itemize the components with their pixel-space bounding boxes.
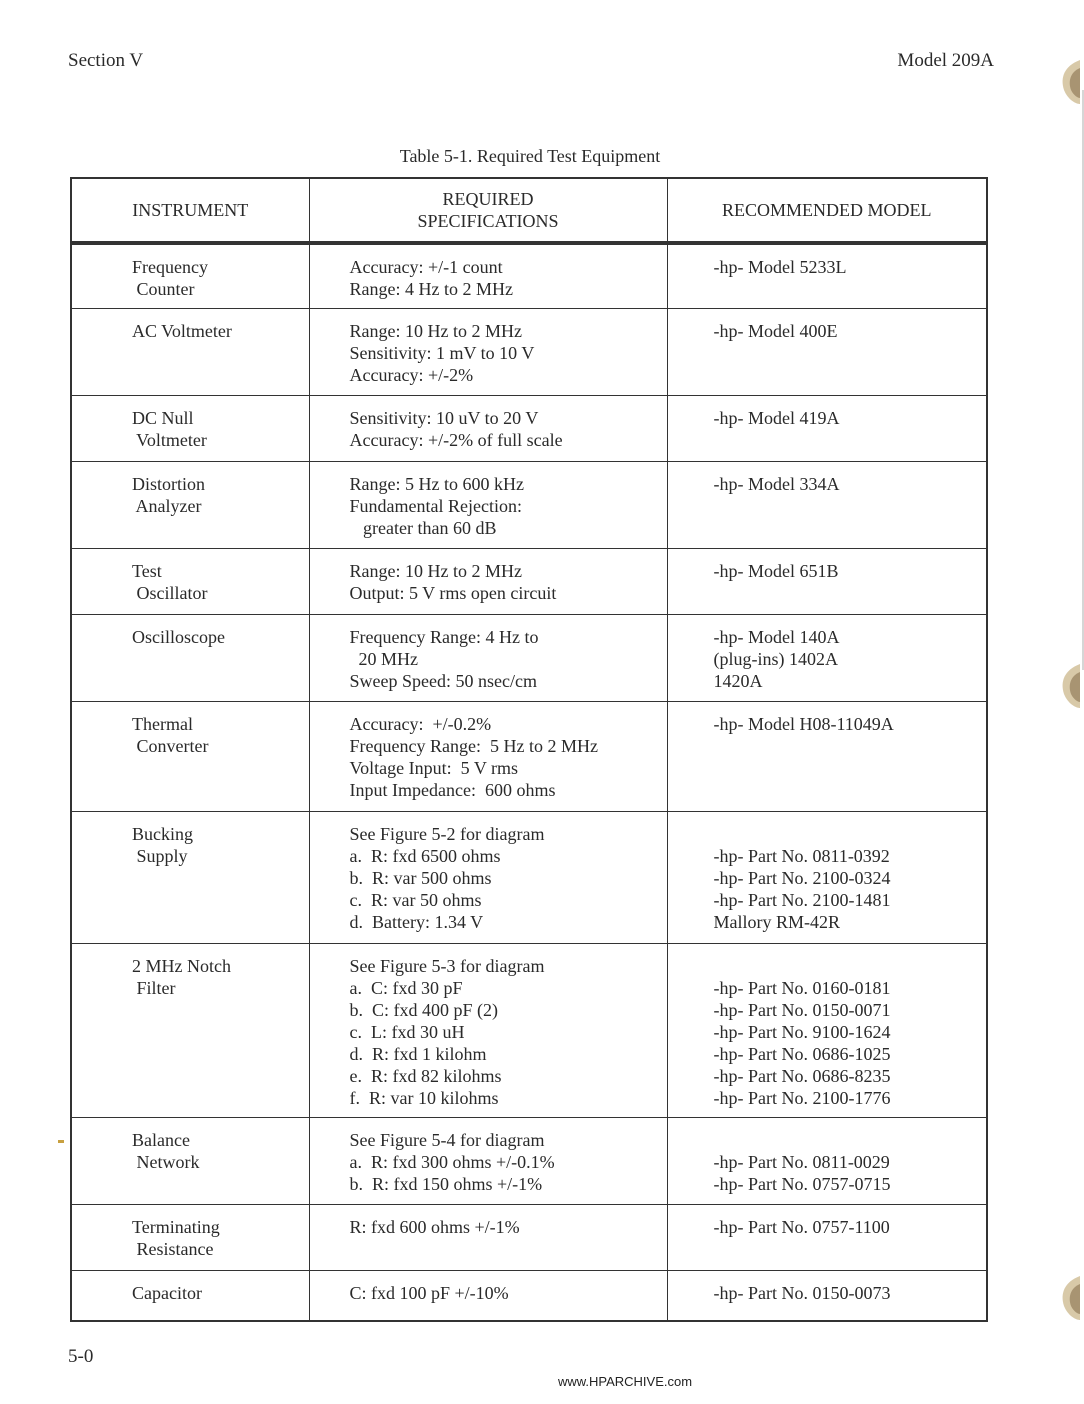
model-cell-line: -hp- Part No. 2100-1481 [713,890,891,910]
instrument-cell-line: Network [132,1152,200,1172]
specifications-cell-line: See Figure 5-4 for diagram [349,1130,545,1150]
specifications-cell-line: Input Impedance: 600 ohms [349,780,556,800]
model-cell [667,309,987,396]
instrument-cell [71,549,309,615]
model-cell-line: -hp- Model 140A [713,627,840,647]
specifications-cell-line: b. R: var 500 ohms [349,868,492,888]
table-row [71,944,987,1118]
specifications-cell-line: See Figure 5-2 for diagram [349,824,545,844]
instrument-cell [71,396,309,462]
specifications-cell [309,812,667,944]
page-number: 5-0 [68,1346,94,1367]
specifications-cell-line: b. R: fxd 150 ohms +/-1% [349,1174,543,1194]
table-body [71,243,987,1321]
model-cell [667,243,987,309]
scan-mark [58,1140,64,1143]
instrument-cell-line: Capacitor [132,1283,202,1303]
table-row [71,1205,987,1271]
archive-url: www.HPARCHIVE.com [557,1374,693,1389]
column-header-specifications [309,178,667,243]
specifications-cell-line: a. R: fxd 6500 ohms [349,846,501,866]
instrument-cell-line: Supply [132,846,188,866]
specifications-cell [309,1118,667,1205]
model-cell-line: -hp- Model 334A [713,474,840,494]
specifications-cell-line: Accuracy: +/-1 count [349,257,503,277]
specifications-cell-line: Sensitivity: 10 uV to 20 V [349,408,539,428]
specifications-cell [309,549,667,615]
instrument-cell-line: Thermal [132,714,193,734]
model-cell-line [714,1129,981,1151]
specifications-cell-line: d. R: fxd 1 kilohm [349,1044,487,1064]
specifications-cell-line: e. R: fxd 82 kilohms [349,1066,502,1086]
specifications-cell-line: f. R: var 10 kilohms [349,1088,499,1108]
table-row [71,396,987,462]
model-cell-line: -hp- Model 5233L [713,257,847,277]
specifications-cell-line: Range: 10 Hz to 2 MHz [349,561,522,581]
model-cell-line: -hp- Part No. 0757-1100 [713,1217,890,1237]
specifications-cell-line: 20 MHz [349,649,418,669]
binder-hole-middle-icon [1056,664,1080,708]
instrument-cell [71,243,309,309]
model-cell [667,396,987,462]
model-cell-line: Mallory RM-42R [713,912,841,932]
instrument-cell-line: Voltmeter [132,430,207,450]
model-cell [667,944,987,1118]
specifications-cell-line: Sensitivity: 1 mV to 10 V [349,343,535,363]
binder-hole-bottom-icon [1056,1276,1080,1320]
instrument-cell [71,812,309,944]
specifications-cell-line: c. L: fxd 30 uH [349,1022,465,1042]
specifications-cell-line: Range: 4 Hz to 2 MHz [349,279,513,299]
instrument-cell-line: Frequency [132,257,208,277]
specifications-cell-line: Range: 10 Hz to 2 MHz [349,321,522,341]
specifications-cell-line: c. R: var 50 ohms [349,890,482,910]
model-label: Model 209A [897,50,994,71]
model-cell [667,462,987,549]
model-cell-line: -hp- Part No. 0686-8235 [713,1066,891,1086]
table-row [71,615,987,702]
model-cell [667,812,987,944]
instrument-cell [71,702,309,812]
table-row [71,549,987,615]
model-cell-line: -hp- Part No. 0811-0392 [713,846,890,866]
instrument-cell [71,944,309,1118]
specifications-cell [309,396,667,462]
specifications-cell-line: Range: 5 Hz to 600 kHz [349,474,524,494]
instrument-cell-line: Test [132,561,162,581]
instrument-cell [71,309,309,396]
model-cell-line: -hp- Part No. 0160-0181 [713,978,891,998]
specifications-cell-line: Fundamental Rejection: [349,496,522,516]
specifications-cell [309,1205,667,1271]
instrument-cell [71,1205,309,1271]
specifications-cell-line: Sweep Speed: 50 nsec/cm [349,671,537,691]
table-row [71,812,987,944]
model-cell-line: -hp- Model 400E [713,321,838,341]
table-caption: Table 5-1. Required Test Equipment [399,146,661,166]
model-cell-line: -hp- Model 651B [713,561,839,581]
model-cell [667,702,987,812]
specifications-cell-line: R: fxd 600 ohms +/-1% [349,1217,520,1237]
model-cell-line: 1420A [713,671,763,691]
specifications-cell [309,615,667,702]
specifications-cell-line: Voltage Input: 5 V rms [349,758,519,778]
column-header-model: RECOMMENDED MODEL [667,178,987,243]
instrument-cell [71,462,309,549]
binder-hole-top-icon [1056,60,1080,104]
column-header-instrument: INSTRUMENT [71,178,309,243]
model-cell-line: -hp- Model 419A [713,408,840,428]
section-label: Section V [68,50,144,71]
instrument-cell-line: Counter [132,279,195,299]
table-row [71,462,987,549]
model-cell-line: -hp- Model H08-11049A [713,714,894,734]
table-header-row [71,178,987,243]
instrument-cell-line: AC Voltmeter [132,321,232,341]
instrument-cell-line: Analyzer [132,496,202,516]
specifications-cell [309,309,667,396]
model-cell [667,1118,987,1205]
model-cell-line: -hp- Part No. 2100-1776 [713,1088,891,1108]
instrument-cell-line: Bucking [132,824,193,844]
instrument-cell-line: Oscillator [132,583,208,603]
test-equipment-table [70,177,988,1322]
model-cell-line: -hp- Part No. 0757-0715 [713,1174,891,1194]
specifications-cell-line: d. Battery: 1.34 V [349,912,484,932]
specifications-cell-line: Accuracy: +/-0.2% [349,714,492,734]
table-row [71,309,987,396]
table-row [71,243,987,309]
model-cell-line: -hp- Part No. 0150-0073 [713,1283,891,1303]
specifications-cell-line: greater than 60 dB [349,518,497,538]
model-cell-line [714,955,981,977]
column-header-specifications-text: REQUIRED SPECIFICATIONS [417,189,559,231]
model-cell [667,615,987,702]
model-cell-line: -hp- Part No. 0150-0071 [713,1000,891,1020]
instrument-cell-line: Resistance [132,1239,214,1259]
specifications-cell-line: Accuracy: +/-2% [349,365,474,385]
instrument-cell [71,615,309,702]
model-cell-line [714,823,981,845]
instrument-cell-line: Distortion [132,474,206,494]
model-cell-line: -hp- Part No. 0811-0029 [713,1152,890,1172]
specifications-cell-line: C: fxd 100 pF +/-10% [349,1283,509,1303]
specifications-cell-line: b. C: fxd 400 pF (2) [349,1000,498,1020]
specifications-cell [309,944,667,1118]
instrument-cell-line: Balance [132,1130,190,1150]
instrument-cell-line: Terminating [132,1217,220,1237]
model-cell [667,1271,987,1321]
instrument-cell-line: Converter [132,736,209,756]
specifications-cell-line: Accuracy: +/-2% of full scale [349,430,563,450]
table-row [71,702,987,812]
table-row [71,1271,987,1321]
instrument-cell-line: Oscilloscope [132,627,225,647]
specifications-cell-line: Frequency Range: 5 Hz to 2 MHz [349,736,598,756]
specifications-cell [309,243,667,309]
specifications-cell [309,1271,667,1321]
model-cell-line: -hp- Part No. 0686-1025 [713,1044,891,1064]
model-cell-line: -hp- Part No. 2100-0324 [713,868,891,888]
specifications-cell-line: Output: 5 V rms open circuit [349,583,557,603]
specifications-cell [309,462,667,549]
table-row [71,1118,987,1205]
instrument-cell [71,1118,309,1205]
model-cell [667,549,987,615]
model-cell [667,1205,987,1271]
specifications-cell-line: a. R: fxd 300 ohms +/-0.1% [349,1152,555,1172]
specifications-cell [309,702,667,812]
instrument-cell-line: 2 MHz Notch [132,956,231,976]
specifications-cell-line: See Figure 5-3 for diagram [349,956,545,976]
instrument-cell-line: DC Null [132,408,194,428]
instrument-cell [71,1271,309,1321]
instrument-cell-line: Filter [132,978,176,998]
specifications-cell-line: Frequency Range: 4 Hz to [349,627,539,647]
model-cell-line: -hp- Part No. 9100-1624 [713,1022,891,1042]
model-cell-line: (plug-ins) 1402A [713,649,838,669]
specifications-cell-line: a. C: fxd 30 pF [349,978,463,998]
